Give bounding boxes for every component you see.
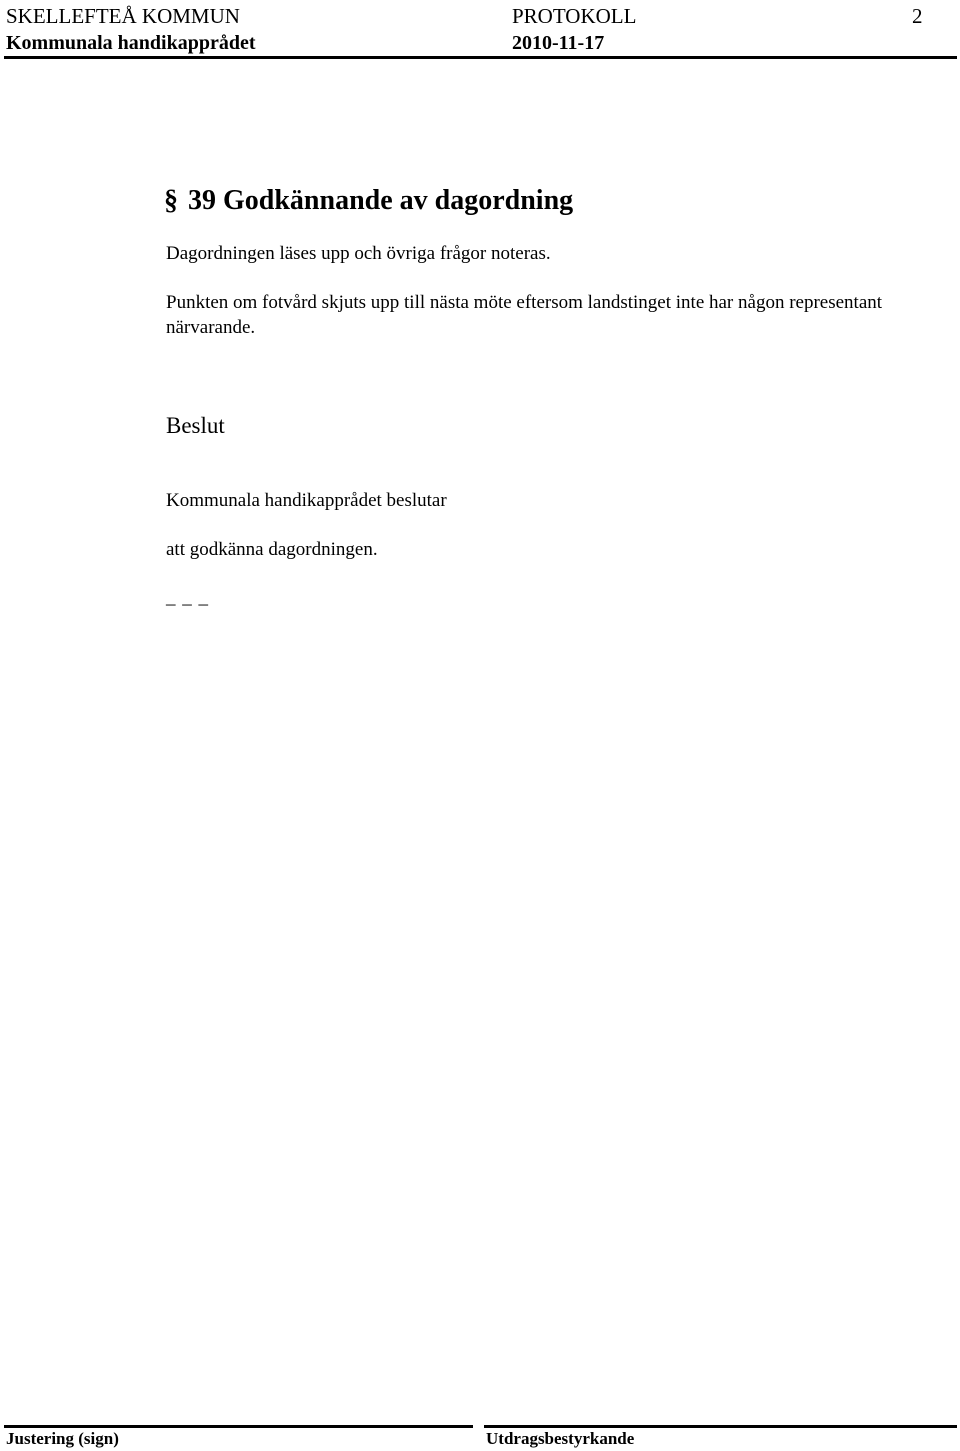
certification-label: Utdragsbestyrkande [486, 1429, 635, 1448]
meeting-date: 2010-11-17 [512, 32, 605, 54]
section-title [164, 184, 573, 218]
paragraph: Punkten om fotvård skjuts upp till nästa möte eftersom landstinget inte har någon representant närvarande. [166, 292, 883, 338]
document-type: PROTOKOLL [512, 4, 637, 28]
header-rule [4, 56, 957, 59]
paragraph: Dagordningen läses upp och övriga frågor noteras. [166, 243, 551, 264]
board-name: Kommunala handikapprådet [6, 32, 256, 54]
decision-heading: Beslut [166, 413, 225, 438]
signature-label: Justering (sign) [6, 1429, 119, 1448]
page-number: 2 [912, 4, 923, 28]
decision-line: Kommunala handikapprådet beslutar [166, 490, 447, 511]
section-title-text: 39 Godkännande av dagordning [188, 185, 574, 216]
section-symbol: § [164, 185, 178, 216]
end-mark: _ _ _ [166, 587, 209, 608]
decision-line: att godkänna dagordningen. [166, 539, 378, 560]
organization-name: SKELLEFTEÅ KOMMUN [6, 4, 240, 28]
